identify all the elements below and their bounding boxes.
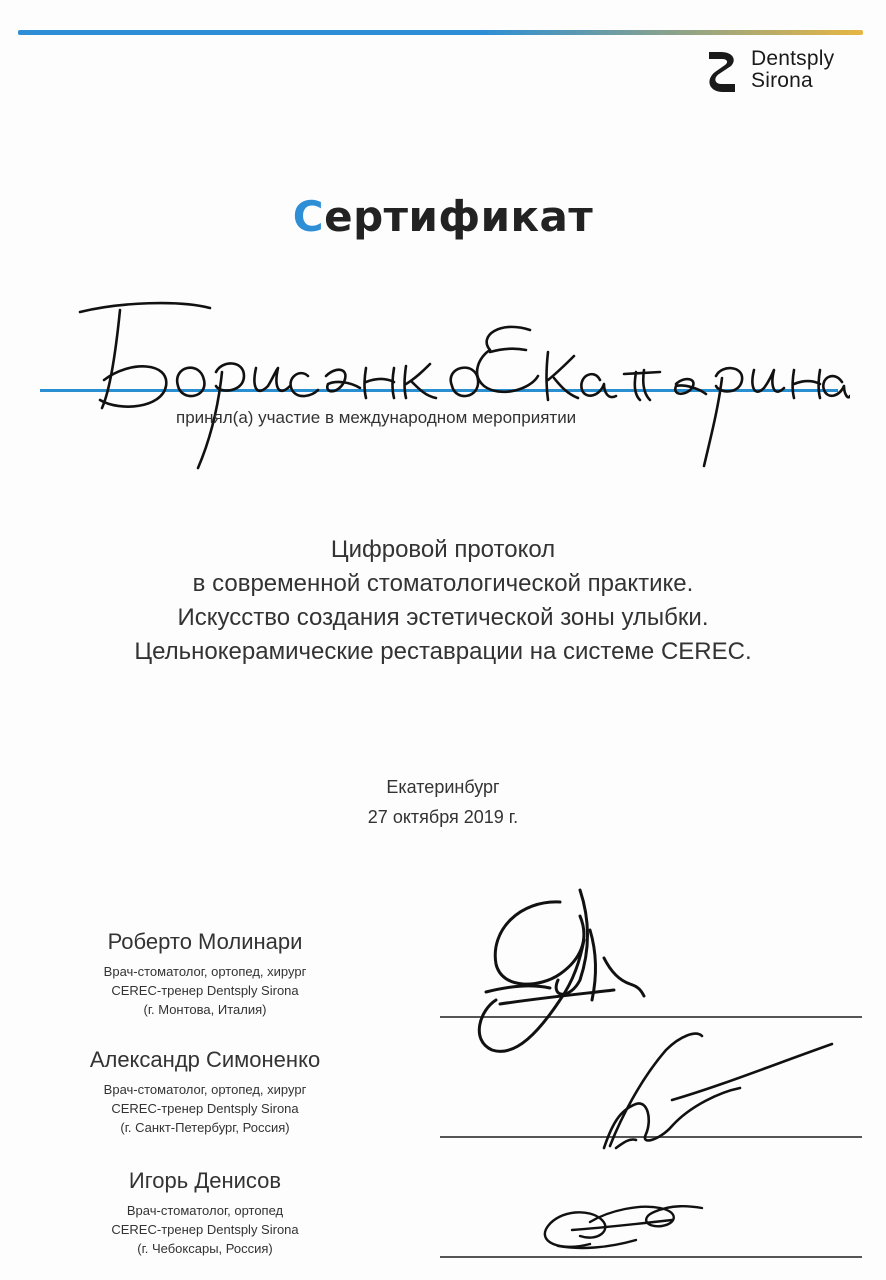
handwritten-signature [440, 1190, 880, 1270]
handwritten-recipient-name [60, 290, 850, 480]
signer-position: Врач-стоматолог, ортопед [126, 1203, 284, 1218]
signer-role: CEREC-тренер Dentsply Sirona [111, 983, 299, 998]
dentsply-sirona-logo-mark-icon [705, 50, 741, 94]
handwritten-signature [440, 1030, 880, 1160]
signer-name: Роберто Молинари [107, 929, 303, 954]
event-city: Екатеринбург [386, 777, 500, 797]
event-line-4: Цельнокерамические реставрации на системе CEREC. [134, 638, 752, 665]
signer-location: (г. Монтова, Италия) [143, 1002, 267, 1017]
logo-line-2: Sirona [751, 69, 813, 92]
signer-block [40, 928, 370, 1019]
logo-line-1: Dentsply [751, 47, 835, 70]
top-accent-rule [18, 30, 863, 35]
event-line-3: Искусство создания эстетической зоны улыбки. [177, 604, 709, 631]
event-line-2: в современной стоматологической практике. [192, 570, 694, 597]
signer-block [40, 1167, 370, 1258]
place-and-date [0, 772, 886, 832]
signer-position: Врач-стоматолог, ортопед, хирург [103, 1082, 307, 1097]
participation-text: принял(а) участие в международном мероприятии [176, 408, 577, 427]
logo-wordmark [751, 48, 834, 92]
title-rest: ертификат [324, 192, 594, 241]
signer-name: Александр Симоненко [89, 1047, 321, 1072]
signer-name: Игорь Денисов [128, 1168, 282, 1193]
signer-position: Врач-стоматолог, ортопед, хирург [103, 964, 307, 979]
signer-location: (г. Санкт-Петербург, Россия) [120, 1120, 290, 1135]
event-line-1: Цифровой протокол [330, 536, 556, 563]
signer-block [40, 1046, 370, 1137]
signer-role: CEREC-тренер Dentsply Sirona [111, 1101, 299, 1116]
signer-role: CEREC-тренер Dentsply Sirona [111, 1222, 299, 1237]
certificate-title [0, 192, 886, 241]
dentsply-sirona-logo [705, 46, 865, 102]
signer-location: (г. Чебоксары, Россия) [137, 1241, 273, 1256]
event-title [0, 533, 886, 669]
event-date: 27 октября 2019 г. [367, 807, 519, 827]
title-first-letter: С [292, 192, 325, 241]
